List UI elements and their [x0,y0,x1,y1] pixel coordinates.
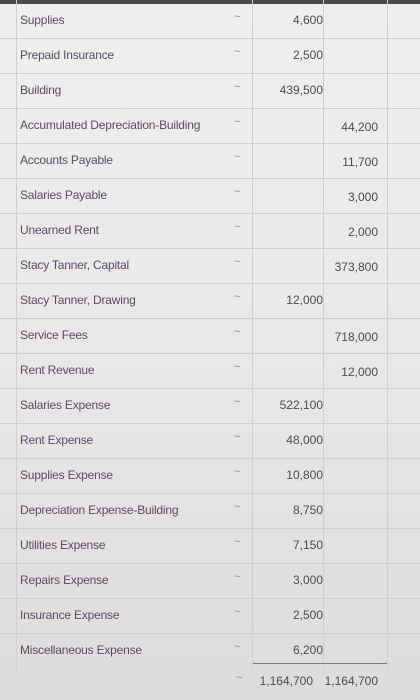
dropdown-mark[interactable]: ~ [234,501,241,513]
account-name: Supplies [20,13,65,27]
table-row [0,284,420,319]
dropdown-mark[interactable]: ~ [234,186,241,198]
table-row [0,249,420,284]
credit-value: 11,700 [342,155,378,169]
table-row [0,389,420,424]
dropdown-mark[interactable]: ~ [234,641,241,653]
dropdown-mark[interactable]: ~ [234,11,241,23]
account-name: Insurance Expense [20,608,120,622]
account-name: Stacy Tanner, Capital [20,258,129,272]
dropdown-mark[interactable]: ~ [234,571,241,583]
dropdown-mark[interactable]: ~ [236,672,243,684]
account-name: Repairs Expense [20,573,109,587]
credit-value: 44,200 [341,120,378,134]
dropdown-mark[interactable]: ~ [234,606,241,618]
totals-row [0,665,420,695]
debit-value: 2,500 [292,48,323,62]
total-credit: 1,164,700 [324,674,378,688]
credit-value: 12,000 [341,365,378,379]
total-debit: 1,164,700 [259,674,313,688]
dropdown-mark[interactable]: ~ [234,396,241,408]
account-name: Utilities Expense [20,538,106,552]
debit-value: 7,150 [292,538,323,552]
credit-value: 718,000 [334,330,378,344]
credit-value: 3,000 [347,190,378,204]
table-row [0,179,420,214]
table-row [0,4,420,39]
table-row [0,459,420,494]
debit-value: 2,500 [292,608,323,622]
account-name: Service Fees [20,328,88,342]
dropdown-mark[interactable]: ~ [234,431,241,443]
account-name: Rent Revenue [20,363,95,377]
dropdown-mark[interactable]: ~ [234,291,241,303]
dropdown-mark[interactable]: ~ [234,466,241,478]
credit-value: 373,800 [334,260,378,274]
debit-value: 48,000 [286,433,323,447]
account-name: Supplies Expense [20,468,113,482]
credit-value: 2,000 [347,225,378,239]
debit-value: 3,000 [292,573,323,587]
debit-value: 12,000 [286,293,323,307]
account-name: Miscellaneous Expense [20,643,142,657]
dropdown-mark[interactable]: ~ [234,326,241,338]
table-row [0,599,420,634]
dropdown-mark[interactable]: ~ [234,361,241,373]
dropdown-mark[interactable]: ~ [234,256,241,268]
account-name: Stacy Tanner, Drawing [20,293,136,307]
table-row [0,109,420,144]
account-name: Salaries Expense [20,398,111,412]
debit-value: 439,500 [279,83,323,97]
table-row [0,354,420,389]
table-row [0,564,420,599]
table-row [0,144,420,179]
totals-underline [253,663,387,664]
account-name: Unearned Rent [20,223,99,237]
dropdown-mark[interactable]: ~ [234,536,241,548]
table-row [0,74,420,109]
debit-value: 8,750 [292,503,323,517]
debit-value: 522,100 [279,398,323,412]
debit-value: 4,600 [292,13,323,27]
table-row [0,319,420,354]
dropdown-mark[interactable]: ~ [234,46,241,58]
dropdown-mark[interactable]: ~ [234,116,241,128]
table-row [0,424,420,459]
dropdown-mark[interactable]: ~ [234,221,241,233]
account-name: Prepaid Insurance [20,48,114,62]
account-name: Accounts Payable [20,153,113,167]
table-row [0,214,420,249]
account-name: Salaries Payable [20,188,107,202]
account-name: Depreciation Expense-Building [20,503,179,517]
dropdown-mark[interactable]: ~ [234,81,241,93]
table-row [0,494,420,529]
debit-value: 6,200 [292,643,323,657]
table-row [0,39,420,74]
account-name: Building [20,83,62,97]
table-row [0,529,420,564]
dropdown-mark[interactable]: ~ [234,151,241,163]
account-name: Rent Expense [20,433,93,447]
debit-value: 10,800 [286,468,323,482]
account-name: Accumulated Depreciation-Building [20,118,201,132]
